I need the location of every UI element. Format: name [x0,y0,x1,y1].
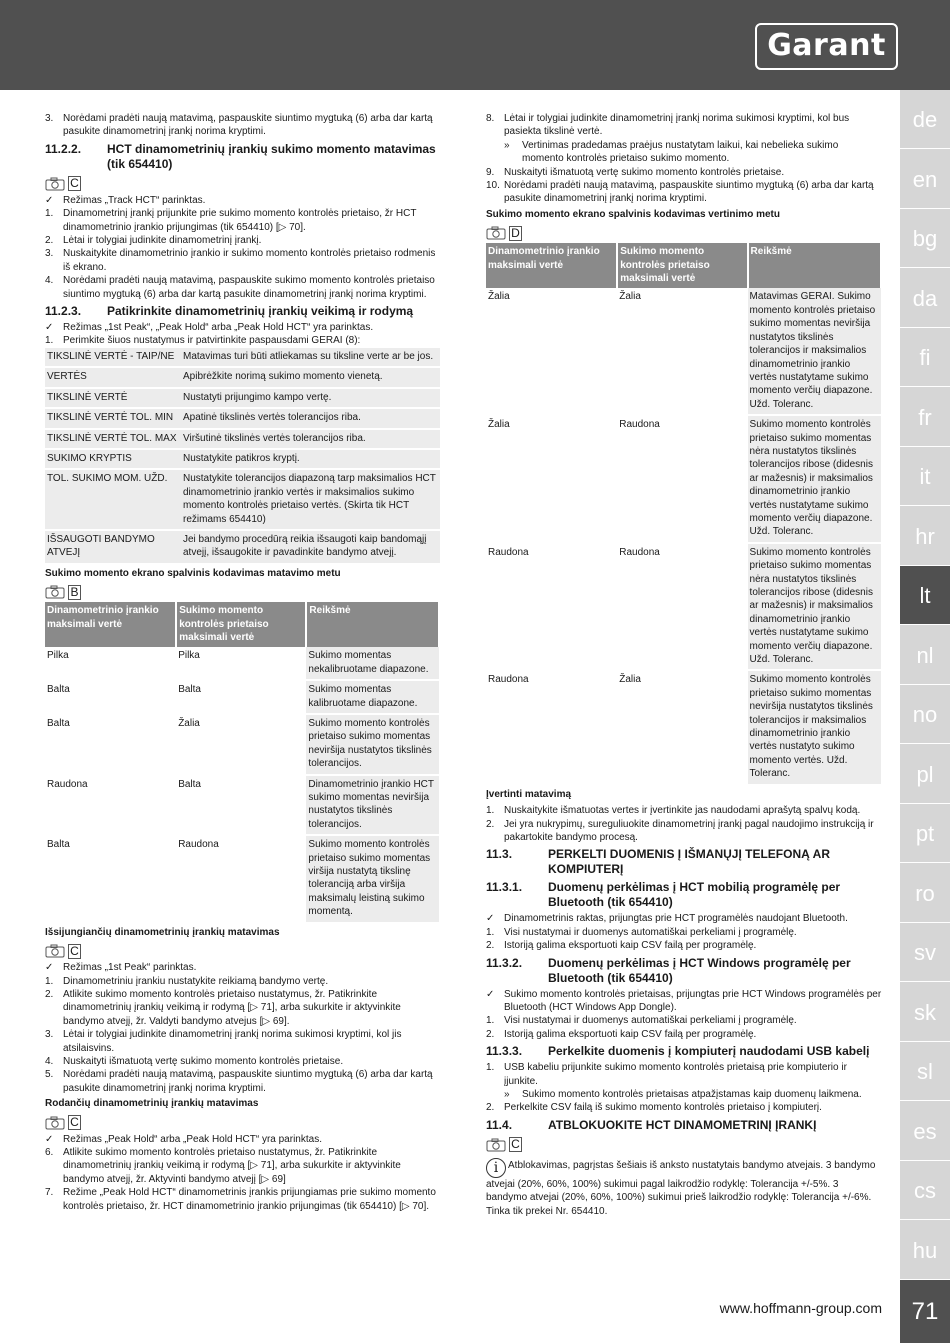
table-cell: Matavimas GERAI. Sukimo momento kontrolės prietaiso sukimo momentas neviršija nustatytos tikslinės tolerancijos ir maksimalios dinamometrinio įrankio vertės nustatytame sukimo momento verčių diapazone. Užd. Toleranc. [748,288,881,415]
language-sidebar [900,90,950,1343]
item-text: Perkelkite CSV failą iš sukimo momento kontrolės prietaiso į kompiuterį. [504,1102,822,1114]
language-tab-fr[interactable]: fr [900,388,950,447]
item-number: 3. [45,113,54,124]
right-column [486,112,882,1218]
precondition [486,912,882,925]
step-item [45,247,440,274]
language-tab-lt[interactable]: lt [900,566,950,625]
step-item [45,975,440,988]
table-header: Dinamometrinio įrankio maksimali vertė [45,602,176,647]
header-bar [0,0,950,90]
step-item [45,1146,440,1186]
table-row [486,543,881,671]
step-item [45,1028,440,1055]
table-cell: Raudona [486,543,617,671]
item-number: 2. [486,940,495,952]
table-cell: Balta [45,835,176,922]
check-icon: ✓ [45,322,54,334]
item-text: Vertinimas pradedamas praėjus nustatytam laikui, kai nebelieka sukimo momento kontrolės prietaiso sukimo momento. [522,139,839,165]
item-number: 1. [45,335,54,347]
section-number: 11.3. [486,847,513,862]
setting-description: Nustatyti prijungimo kampo vertę. [181,388,440,408]
setting-name: TIKSLINĖ VERTĖ [45,388,181,408]
item-number: 8. [486,113,495,124]
item-number: 7. [45,1187,54,1199]
setting-description: Nustatykite patikros kryptį. [181,449,440,469]
info-text: Atblokavimas, pagrįstas šešiais iš anksto nustatytais bandymo atvejais. 3 bandymo atvejai (20%, 60%, 100%) sukimui pagal laikrodžio rodyklę: Tolerancija +/-5%. 3 bandymo atvejai (20%, 60%, 100%) sukimui prieš laikrodžio rodyklę: Tolerancija +/-6%. Tinka tik prekei Nr. 654410. [486,1159,876,1217]
table-cell: Balta [176,775,306,836]
item-number: 2. [486,1102,495,1114]
item-number: 2. [45,988,54,1000]
step-item [45,1068,440,1095]
camera-icon [45,944,65,958]
table-cell: Balta [45,680,176,714]
item-text: Režimas „Track HCT“ parinktas. [63,194,206,206]
setting-name: SUKIMO KRYPTIS [45,449,181,469]
table-row [45,647,439,680]
item-text: Nuskaityti išmatuotą vertę sukimo momento kontrolės prietaise. [504,166,785,178]
step-item [45,988,440,1028]
garant-logo: Garant [755,23,898,70]
footer-url[interactable]: www.hoffmann-group.com [719,1300,882,1316]
item-text: Dinamometriniu įrankiu nustatykite reikiamą bandymo vertę. [63,975,329,987]
section-heading [486,1118,882,1133]
table-title: Sukimo momento ekrano spalvinis kodavimas vertinimo metu [486,208,780,220]
left-column [45,112,440,1213]
item-text: USB kabeliu prijunkite sukimo momento kontrolės prietaisą prie kompiuterio ir įjunkite. [504,1062,847,1087]
precondition [486,988,882,1015]
item-text: Perimkite šiuos nustatymus ir patvirtinkite paspausdami GERAI (8): [63,335,361,347]
language-tab-pl[interactable]: pl [900,745,950,804]
camera-icon [45,177,65,191]
settings-row [45,367,440,387]
item-text: Nuskaitykite išmatuotas vertes ir įvertinkite jas naudodami aprašytą spalvų kodą. [504,805,861,817]
section-heading [486,956,882,986]
item-text: Lėtai ir tolygiai judinkite dinamometrinį įrankį. [63,235,262,247]
camera-icon [486,226,506,240]
item-text: Dinamometrinį įrankį prijunkite prie sukimo momento kontrolės prietaiso, žr HCT dinamometrinio įrankio prijungimas (tik 654410) [▷ 70]. [63,208,417,233]
language-tab-fi[interactable]: fi [900,328,950,387]
item-text: Dinamometrinis raktas, prijungtas prie HCT programėlės naudojant Bluetooth. [504,913,848,925]
precondition [45,961,440,974]
setting-name: TIKSLINĖ VERTĖ TOL. MIN [45,408,181,428]
section-number: 11.3.2. [486,955,523,970]
item-text: Norėdami pradėti naują matavimą, paspauskite siuntimo mygtuką (6) arba dar kartą pasukite dinamometrinį įrankį norima kryptimi. [63,1069,433,1094]
table-cell: Žalia [486,288,617,415]
settings-row [45,429,440,449]
settings-row [45,530,440,564]
item-text: Sukimo momento kontrolės prietaisas, prijungtas prie HCT Windows programėlės per Bluetooth (HCT Windows App Dongle). [504,988,882,1013]
language-tab-de[interactable]: de [900,90,950,149]
section-title: Perkelkite duomenis į kompiuterį naudodami USB kabelį [548,1044,870,1059]
check-icon: ✓ [486,988,495,1000]
item-number: 3. [45,248,54,260]
info-note [486,1158,882,1218]
item-text: Atlikite sukimo momento kontrolės prietaiso nustatymus, žr. Patikrinkite dinamometrinių įrankių veikimą ir rodymą [▷ 71], arba sukurkite ir aktyvinkite bandymo atvejį, žr. Aktyvinti bandymo atvejį [▷ 69] [63,1146,401,1185]
figure-letter: C [68,1115,81,1130]
section-title: PERKELTI DUOMENIS Į IŠMANŲJĮ TELEFONĄ AR KOMPIUTERĮ [548,847,831,877]
table-cell: Sukimo momento kontrolės prietaiso sukimo momentas nėra nustatytos tikslinės tolerancijos ribose (didesnis ar mažesnis) ir maksimalios dinamometrinio įrankio vertės nustatytame sukimo momento verčių diapazone. Užd. Toleranc. [748,415,881,543]
language-tab-ro[interactable]: ro [900,864,950,923]
step-item [486,166,882,179]
item-text: Norėdami pradėti naują matavimą, paspauskite siuntimo mygtuką (6) arba dar kartą pasukite dinamometrinį įrankį norima kryptimi. [63,113,433,138]
table-header: Reikšmė [748,243,881,288]
table-row [486,670,881,784]
table-cell: Sukimo momentas nekalibruotame diapazone. [306,647,439,680]
section-heading [45,304,440,319]
settings-row [45,408,440,428]
page-number: 71 [900,1280,950,1343]
section-heading [486,1044,882,1059]
subsection-title: Įvertinti matavimą [486,788,572,800]
result-item [486,139,882,166]
color-code-table [45,602,440,924]
language-tab-bg[interactable]: bg [900,209,950,268]
item-number: 6. [45,1146,54,1158]
item-number: » [504,1088,510,1100]
figure-letter: C [68,176,81,191]
step-item [45,274,440,301]
item-text: Režimas „1st Peak“, „Peak Hold“ arba „Peak Hold HCT“ yra parinktas. [63,322,374,334]
item-number: 1. [45,208,54,220]
step-item [486,179,882,206]
settings-row [45,348,440,367]
figure-reference [486,1136,882,1154]
table-cell: Raudona [617,543,747,671]
language-tab-it[interactable]: it [900,447,950,506]
figure-letter: B [68,585,81,600]
item-number: 2. [486,818,495,830]
step-item [45,207,440,234]
item-text: Nuskaitykite dinamometrinio įrankio ir sukimo momento kontrolės prietaiso rodmenis iš ekrano. [63,248,436,273]
step-item [486,804,882,817]
item-number: 4. [45,275,54,287]
setting-description: Jei bandymo procedūrą reikia išsaugoti kaip bandomąjį atvejį, išsaugokite ir pavadinkite bandymo atvejį. [181,530,440,564]
subsection-title: Išsijungiančių dinamometrinių įrankių matavimas [45,926,280,938]
section-heading [486,880,882,910]
language-tab-da[interactable]: da [900,269,950,328]
table-cell: Žalia [486,415,617,543]
section-title: Patikrinkite dinamometrinių įrankių veikimą ir rodymą [107,304,414,319]
table-row [45,680,439,714]
section-title: HCT dinamometrinių įrankių sukimo momento matavimas (tik 654410) [107,141,436,171]
figure-letter: C [68,944,81,959]
item-number: 3. [45,1029,54,1041]
language-tab-sl[interactable]: sl [900,1042,950,1101]
section-title: Duomenų perkėlimas į HCT Windows programėlę per Bluetooth (tik 654410) [548,955,851,985]
table-row [45,775,439,836]
precondition [45,321,440,334]
table-row [486,415,881,543]
step-item [45,112,440,139]
setting-description: Matavimas turi būti atliekamas su tiksline verte ar be jos. [181,348,440,367]
check-icon: ✓ [45,962,54,974]
camera-icon [486,1138,506,1152]
figure-reference [45,1114,440,1132]
section-number: 11.3.1. [486,880,523,895]
item-text: Nuskaityti išmatuotą vertę sukimo momento kontrolės prietaise. [63,1055,344,1067]
item-number: » [504,139,510,151]
step-item [486,112,882,139]
camera-icon [45,585,65,599]
item-number: 4. [45,1055,54,1067]
precondition [45,1133,440,1146]
table-title: Sukimo momento ekrano spalvinis kodavimas matavimo metu [45,567,341,579]
step-item [486,818,882,845]
table-cell: Raudona [176,835,306,922]
language-tab-en[interactable]: en [900,150,950,209]
section-heading [486,847,882,877]
color-code-table [486,243,882,785]
table-cell: Sukimo momento kontrolės prietaiso sukimo momentas neviršija nustatytos tikslinės tolerancijos. [306,714,439,775]
item-number: 1. [486,926,495,938]
check-icon: ✓ [486,913,495,925]
item-number: 2. [45,235,54,247]
table-cell: Pilka [45,647,176,680]
section-number: 11.2.2. [45,141,82,156]
step-item [486,1101,882,1114]
setting-name: VERTĖS [45,367,181,387]
setting-name: TIKSLINĖ VERTĖ - TAIP/NE [45,348,181,367]
table-cell: Žalia [176,714,306,775]
item-text: Režime „Peak Hold HCT“ dinamometrinis įrankis prijungiamas prie sukimo momento kontrolės prietaiso, žr. HCT dinamometrinio įrankio prijungimas (tik 654410) [▷ 70]. [63,1187,436,1212]
setting-description: Apatinė tikslinės vertės tolerancijos riba. [181,408,440,428]
figure-reference [45,175,440,193]
language-tab-sk[interactable]: sk [900,983,950,1042]
table-cell: Sukimo momentas kalibruotame diapazone. [306,680,439,714]
result-item [486,1088,882,1101]
language-tab-hu[interactable]: hu [900,1221,950,1280]
table-cell: Raudona [617,415,747,543]
language-tab-no[interactable]: no [900,685,950,744]
section-title: ATBLOKUOKITE HCT DINAMOMETRINĮ ĮRANKĮ [548,1117,817,1132]
table-cell: Balta [45,714,176,775]
table-cell: Raudona [45,775,176,836]
setting-description: Viršutinė tikslinės vertės tolerancijos riba. [181,429,440,449]
item-number: 5. [45,1069,54,1081]
figure-reference [45,942,440,960]
table-header: Sukimo momento kontrolės prietaiso maksimali vertė [176,602,306,647]
table-cell: Sukimo momento kontrolės prietaiso sukimo momentas nėra nustatytos tikslinės tolerancijos ribose (didesnis ar mažesnis) ir maksimalios dinamometrinio įrankio vertės nustatytame sukimo momento verčių diapazone. Užd. Toleranc. [748,543,881,671]
language-tab-nl[interactable]: nl [900,626,950,685]
section-number: 11.4. [486,1117,513,1132]
table-cell: Dinamometrinio įrankio HCT sukimo momentas neviršija nustatytos tikslinės tolerancijos. [306,775,439,836]
table-cell: Pilka [176,647,306,680]
check-icon: ✓ [45,1133,54,1145]
table-cell: Žalia [617,288,747,415]
setting-description: Nustatykite tolerancijos diapazoną tarp maksimalios HCT dinamometrinio įrankio vertės ir maksimalios sukimo momento kontrolės prietaiso vertės. (Skirta tik HCT režimams 654410) [181,469,440,530]
section-title: Duomenų perkėlimas į HCT mobilią programėlę per Bluetooth (tik 654410) [548,880,841,910]
settings-table [45,348,440,565]
figure-letter: D [509,226,522,241]
table-cell: Raudona [486,670,617,784]
figure-letter: C [509,1137,522,1152]
table-row [45,835,439,922]
step-item [45,1055,440,1068]
item-number: 1. [486,1062,495,1074]
table-cell: Balta [176,680,306,714]
figure-reference [486,224,882,242]
setting-description: Apibrėžkite norimą sukimo momento vienetą. [181,367,440,387]
table-header: Sukimo momento kontrolės prietaiso maksimali vertė [617,243,747,288]
step-item [486,926,882,939]
section-number: 11.2.3. [45,304,82,319]
item-text: Režimas „Peak Hold“ arba „Peak Hold HCT“ yra parinktas. [63,1133,322,1145]
language-tab-hr[interactable]: hr [900,507,950,566]
item-number: 1. [486,1015,495,1027]
info-icon: i [486,1158,506,1178]
item-text: Norėdami pradėti naują matavimą, paspauskite siuntimo mygtuką (6) arba dar kartą pasukite dinamometrinį įrankį norima kryptimi. [504,180,874,205]
section-number: 11.3.3. [486,1044,523,1059]
settings-row [45,388,440,408]
item-text: Sukimo momento kontrolės prietaisas atpažįstamas kaip duomenų laikmena. [522,1088,862,1100]
item-number: 2. [486,1028,495,1040]
item-number: 1. [486,805,495,817]
step-item [486,1014,882,1027]
table-row [486,288,881,415]
step-item [45,234,440,247]
item-text: Norėdami pradėti naują matavimą, paspauskite sukimo momento kontrolės prietaiso siuntimo mygtuką (6) arba dar kartą pasukite dinamometrinį įrankį norima kryptimi. [63,275,435,300]
figure-reference [45,583,440,601]
setting-name: IŠSAUGOTI BANDYMO ATVEJĮ [45,530,181,564]
table-cell: Žalia [617,670,747,784]
setting-name: TIKSLINĖ VERTĖ TOL. MAX [45,429,181,449]
item-text: Lėtai ir tolygiai judinkite dinamometrinį įrankį norima sukimosi kryptimi, kol jis atsilaisvins. [63,1029,402,1054]
language-tab-cs[interactable]: cs [900,1161,950,1220]
item-text: Jei yra nukrypimų, sureguliuokite dinamometrinį įrankį pagal naudojimo instrukciją ir pakartokite bandymo procesą. [504,818,874,843]
table-header: Dinamometrinio įrankio maksimali vertė [486,243,617,288]
item-text: Atlikite sukimo momento kontrolės prietaiso nustatymus, žr. Patikrinkite dinamometrinių įrankių veikimą ir rodymą [▷ 71], arba sukurkite ir aktyvinkite bandymo atvejį, žr. Valdyti bandymo atvejus [▷ 69]. [63,988,401,1027]
step-item [486,1061,882,1088]
setting-name: TOL. SUKIMO MOM. UŽD. [45,469,181,530]
item-text: Istoriją galima eksportuoti kaip CSV failą per programėlę. [504,940,757,952]
subsection-title: Rodančių dinamometrinių įrankių matavimas [45,1098,259,1110]
settings-row [45,449,440,469]
item-text: Režimas „1st Peak“ parinktas. [63,962,197,974]
language-tab-es[interactable]: es [900,1102,950,1161]
check-icon: ✓ [45,194,54,206]
table-cell: Sukimo momento kontrolės prietaiso sukimo momentas viršija nustatytą tikslinę toleranciją arba viršija maksimalų leistiną sukimo momentą. [306,835,439,922]
table-header: Reikšmė [306,602,439,647]
table-row [45,714,439,775]
item-text: Visi nustatymai ir duomenys automatiškai perkeliami į programėlę. [504,1015,797,1027]
item-text: Visi nustatymai ir duomenys automatiškai perkeliami į programėlę. [504,926,797,938]
section-heading [45,142,440,172]
step-item [486,1028,882,1041]
item-number: 1. [45,975,54,987]
language-tab-pt[interactable]: pt [900,804,950,863]
step-item [45,1186,440,1213]
step-item [486,939,882,952]
item-number: 9. [486,166,495,178]
camera-icon [45,1116,65,1130]
table-cell: Sukimo momento kontrolės prietaiso sukimo momentas neviršija nustatytos tikslinės tolerancijos ir maksimalios dinamometrinio įrankio vertės nustatyto sukimo momento vertės. Užd. Toleranc. [748,670,881,784]
item-text: Istoriją galima eksportuoti kaip CSV failą per programėlę. [504,1028,757,1040]
settings-row [45,469,440,530]
item-text: Lėtai ir tolygiai judinkite dinamometrinį įrankį norima sukimosi kryptimi, kol bus pasiekta tikslinė vertė. [504,113,850,138]
language-tab-sv[interactable]: sv [900,923,950,982]
precondition [45,194,440,207]
step-item [45,334,440,347]
item-number: 10. [486,180,500,192]
